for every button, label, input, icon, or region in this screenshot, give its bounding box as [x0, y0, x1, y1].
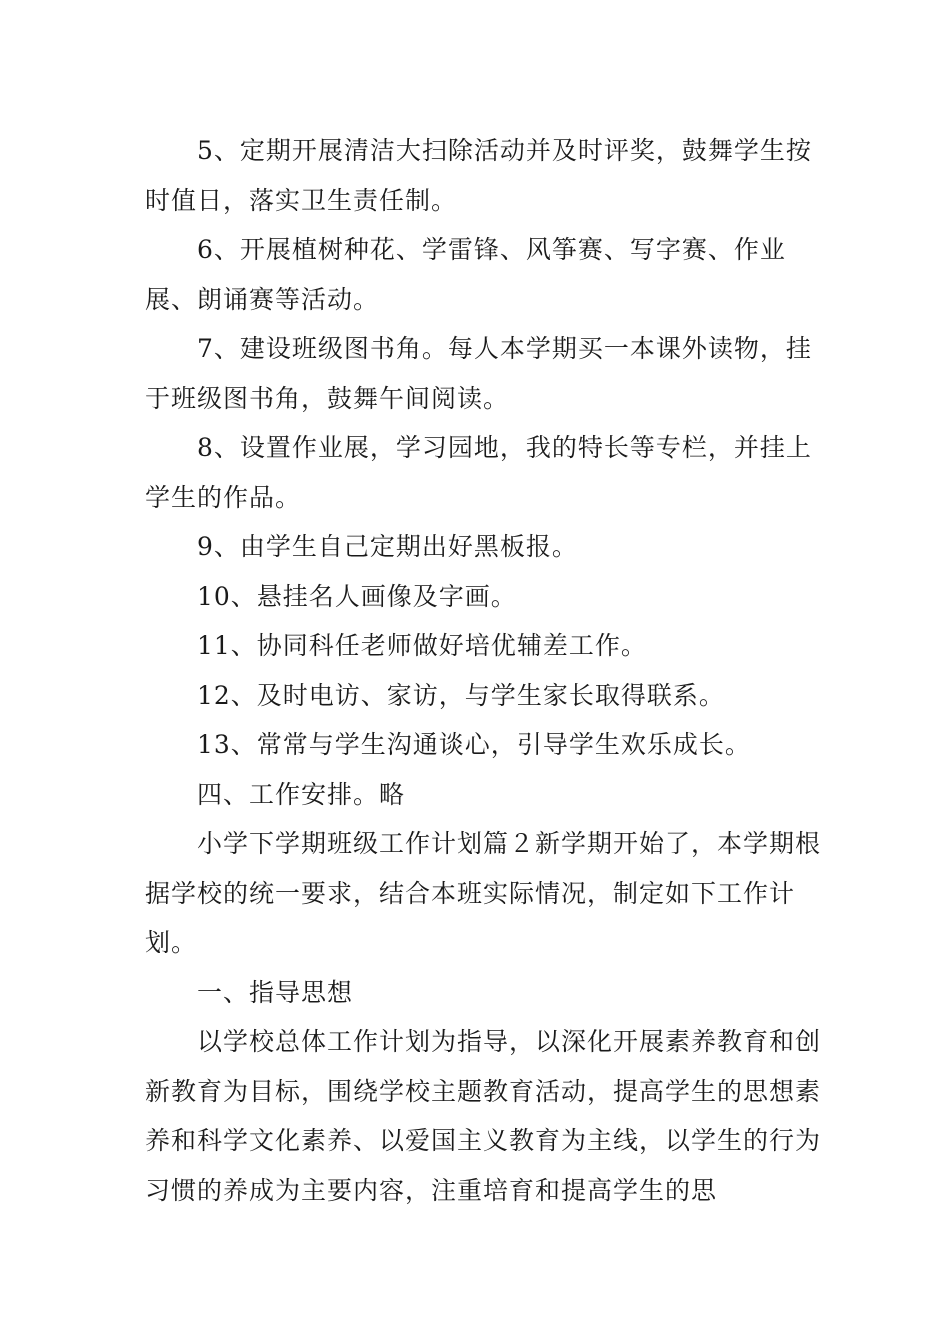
document-body — [145, 126, 825, 1215]
section-heading-work-arrangement: 四、工作安排。略 — [197, 779, 406, 809]
paragraph-item-9: 9、由学生自己定期出好黑板报。 — [197, 532, 578, 561]
paragraph-item-8: 8、设置作业展，学习园地，我的特长等专栏，并挂上学生的作品。 — [145, 433, 812, 512]
paragraph-item-7: 7、建设班级图书角。每人本学期买一本课外读物，挂于班级图书角，鼓舞午间阅读。 — [145, 334, 812, 413]
paragraph-item-6: 6、开展植树种花、学雷锋、风筝赛、写字赛、作业展、朗诵赛等活动。 — [145, 235, 786, 314]
paragraph-item-10: 10、悬挂名人画像及字画。 — [197, 581, 517, 611]
paragraph-item-12: 12、及时电访、家访，与学生家长取得联系。 — [197, 680, 725, 710]
paragraph-item-11: 11、协同科任老师做好培优辅差工作。 — [197, 631, 647, 660]
paragraph-item-13: 13、常常与学生沟通谈心，引导学生欢乐成长。 — [197, 730, 751, 759]
paragraph-item-5: 5、定期开展清洁大扫除活动并及时评奖，鼓舞学生按时值日，落实卫生责任制。 — [145, 136, 812, 215]
paragraph-guiding-thought: 以学校总体工作计划为指导，以深化开展素养教育和创新教育为目标，围绕学校主题教育活动，提高学生的思想素养和科学文化素养、以爱国主义教育为主线，以学生的行为习惯的养成为主要内容，注重培育和提高学生的思 — [145, 1027, 822, 1205]
paragraph-plan-intro: 小学下学期班级工作计划篇２新学期开始了，本学期根据学校的统一要求，结合本班实际情况，制定如下工作计划。 — [145, 829, 822, 957]
section-heading-guiding-thought: 一、指导思想 — [197, 977, 354, 1007]
